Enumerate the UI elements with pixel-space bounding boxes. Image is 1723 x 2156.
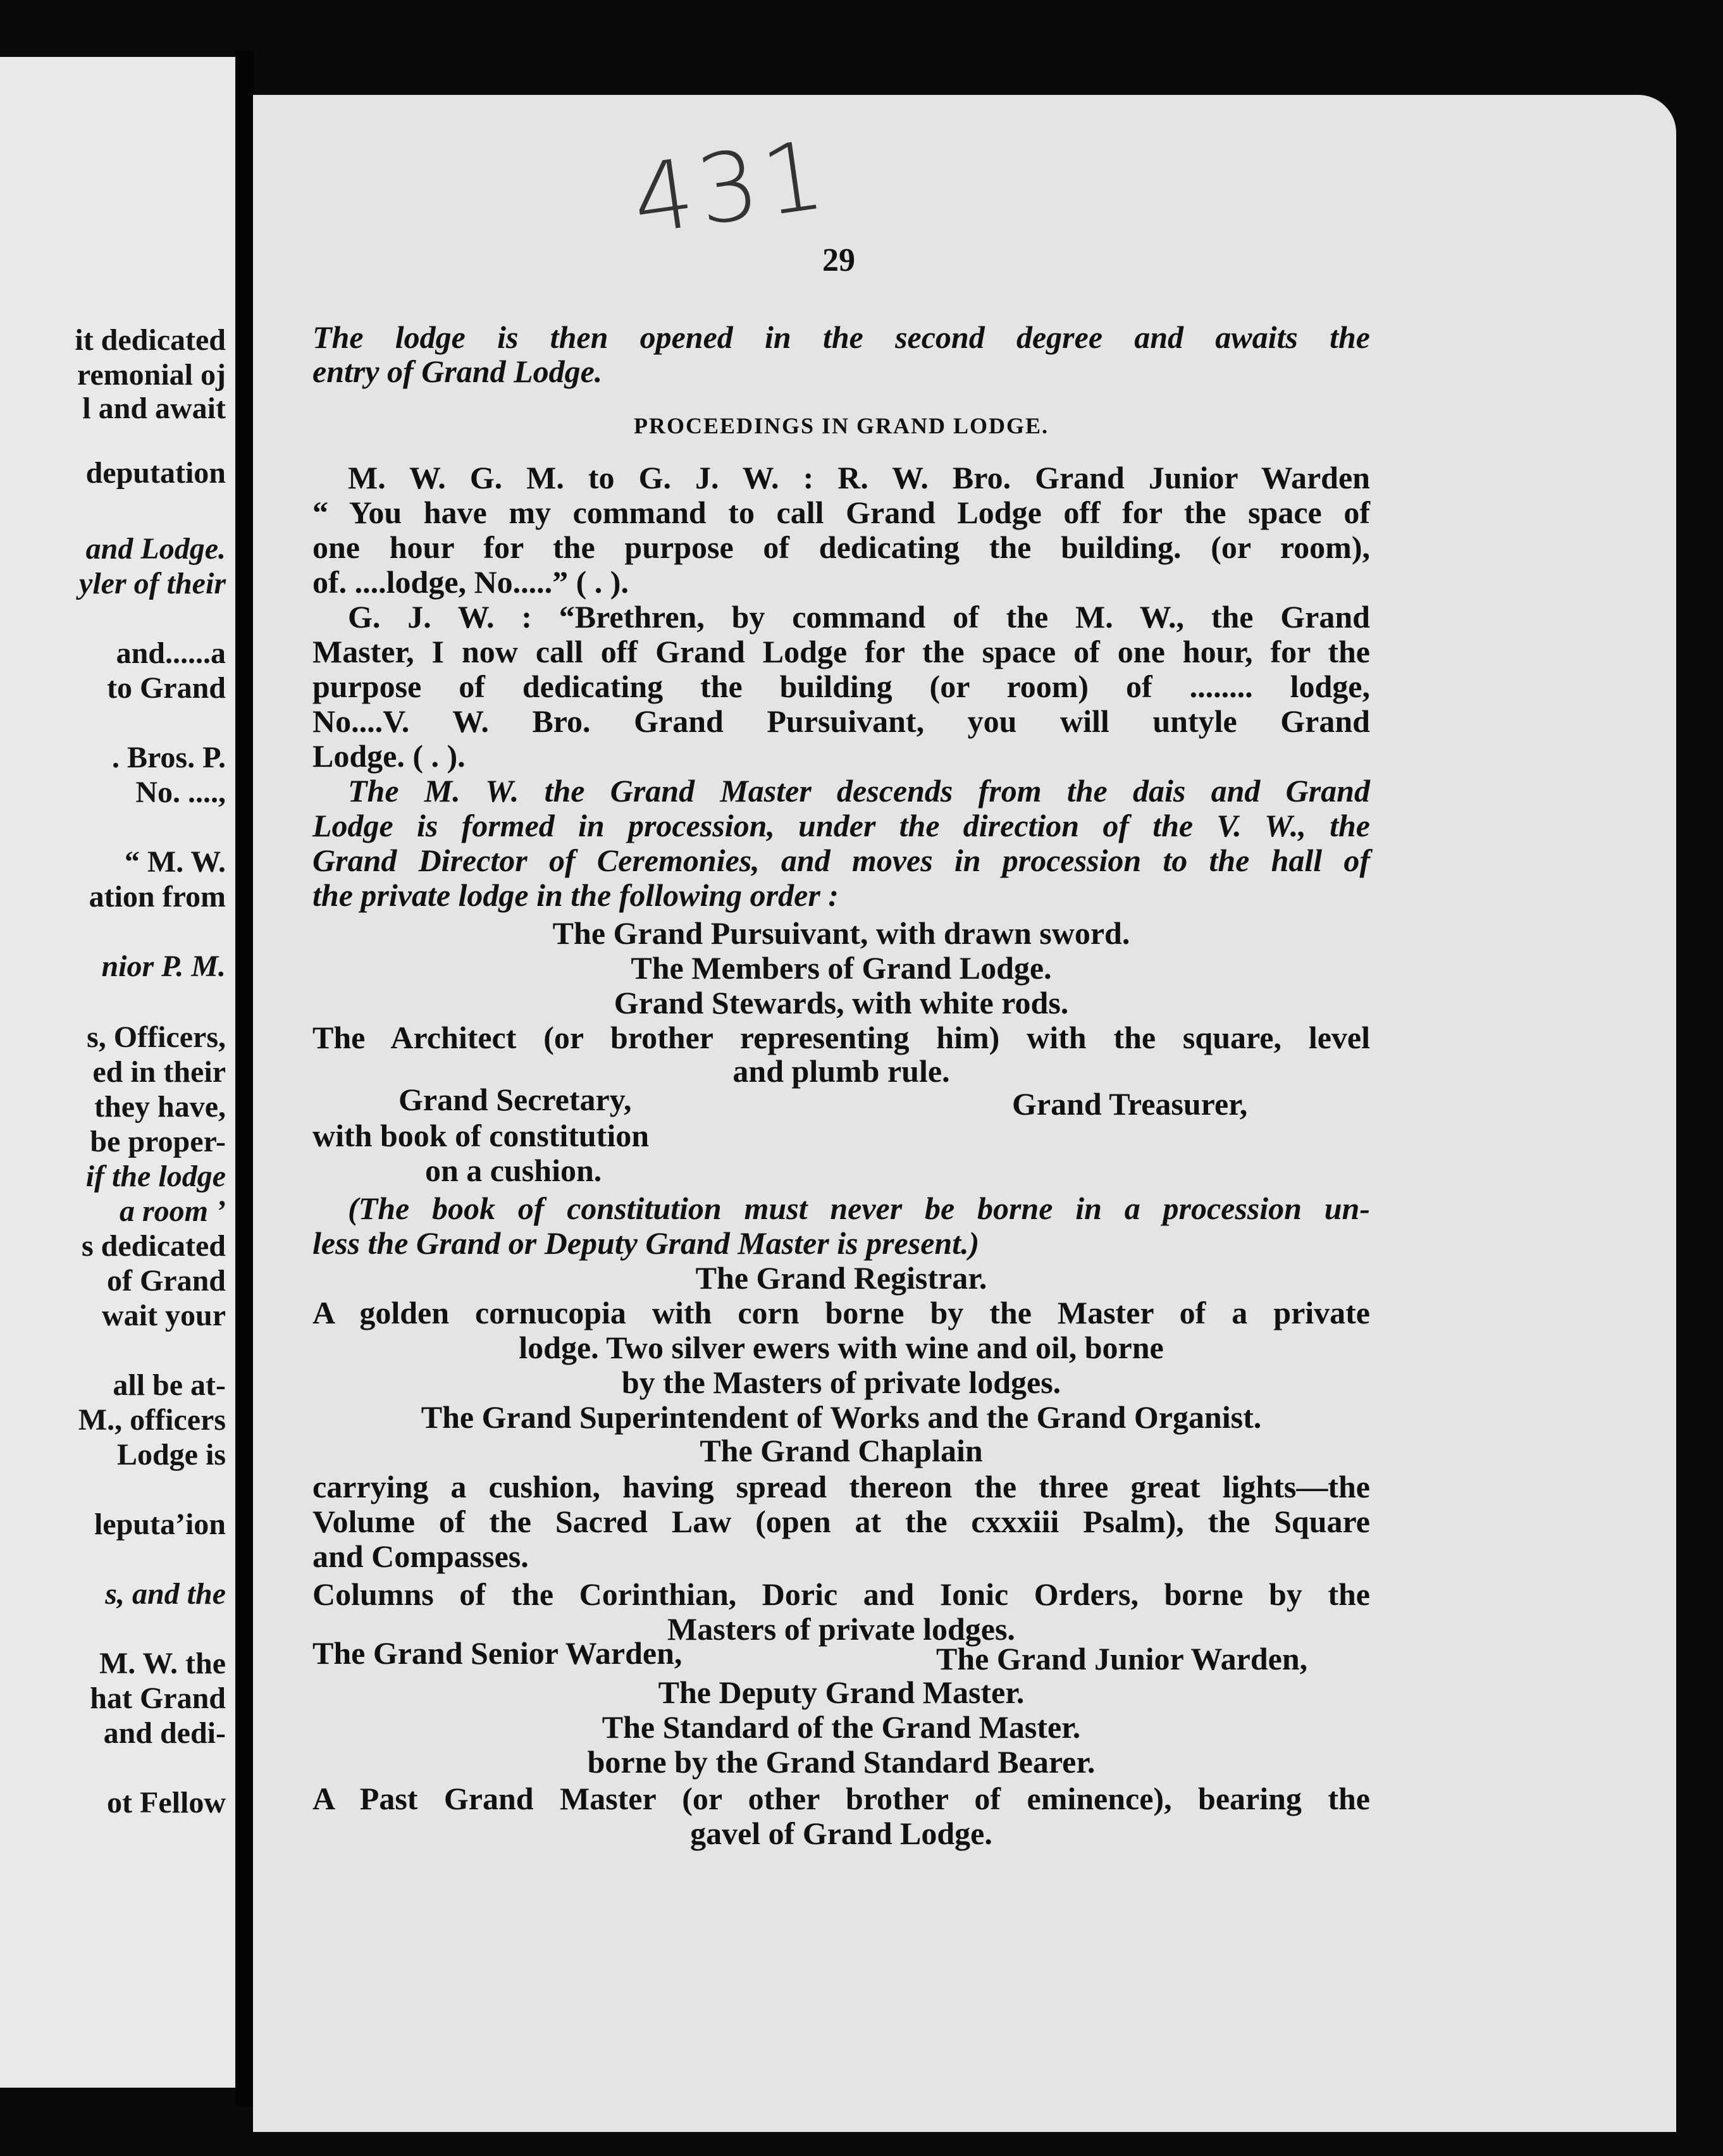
text-line: the private lodge in the following order :: [312, 877, 839, 913]
left-page-line: and Lodge.: [85, 532, 226, 566]
left-page-line: be proper-: [90, 1125, 226, 1158]
left-page-line: “ M. W.: [124, 845, 226, 879]
text-line: The Architect (or brother representing him) with the square, level: [312, 1020, 1370, 1055]
left-page-line: deputation: [85, 456, 226, 490]
left-page-line: and......a: [116, 636, 226, 670]
text-line: of. ....lodge, No.....” ( . ).: [312, 564, 629, 600]
left-page-line: nior P. M.: [101, 950, 226, 983]
text-line: The lodge is then opened in the second degree and awaits the: [312, 319, 1370, 355]
text-line: Lodge is formed in procession, under the direction of the V. W., the: [312, 808, 1370, 843]
text-line: No....V. W. Bro. Grand Pursuivant, you will untyle Grand: [312, 703, 1370, 739]
left-page-line: of Grand: [106, 1264, 226, 1298]
text-line: (The book of constitution must never be borne in a procession un-: [348, 1191, 1370, 1226]
text-line: Grand Stewards, with white rods.: [614, 985, 1069, 1020]
text-line: carrying a cushion, having spread thereon the three great lights—the: [312, 1469, 1370, 1504]
page-number: 29: [822, 242, 855, 278]
handwritten-annotation: 431: [626, 120, 836, 256]
left-page-line: it dedicated: [75, 323, 226, 357]
text-line: The Grand Chaplain: [700, 1433, 983, 1468]
left-page-line: s, Officers,: [87, 1020, 226, 1054]
text-line: The Grand Superintendent of Works and the Grand Organist.: [421, 1399, 1262, 1435]
left-page-line: No. ....,: [135, 776, 226, 809]
left-page-line: all be at-: [113, 1368, 226, 1402]
text-line: The Grand Registrar.: [695, 1260, 987, 1296]
left-page-line: and dedi-: [103, 1716, 226, 1750]
text-line: borne by the Grand Standard Bearer.: [587, 1744, 1096, 1780]
text-line: and plumb rule.: [732, 1053, 950, 1089]
left-page-line: to Grand: [106, 671, 226, 705]
left-page-line: if the lodge: [85, 1160, 226, 1193]
text-line: purpose of dedicating the building (or room) of ........ lodge,: [312, 669, 1370, 704]
text-line: Volume of the Sacred Law (open at the cxxxiii Psalm), the Square: [312, 1504, 1370, 1539]
text-line: G. J. W. : “Brethren, by command of the M. W., the Grand: [348, 599, 1370, 635]
left-page-line: Lodge is: [116, 1438, 226, 1471]
text-line: The Grand Pursuivant, with drawn sword.: [552, 915, 1130, 951]
text-line: Columns of the Corinthian, Doric and Ionic Orders, borne by the: [312, 1577, 1370, 1612]
left-page-line: hat Grand: [90, 1682, 226, 1715]
left-page-line: ation from: [89, 880, 226, 914]
text-line: “ You have my command to call Grand Lodge off for the space of: [312, 495, 1370, 530]
section-heading: PROCEEDINGS IN GRAND LODGE.: [633, 413, 1049, 438]
text-line: A golden cornucopia with corn borne by the Master of a private: [312, 1295, 1370, 1330]
grand-secretary-label: Grand Secretary,: [398, 1082, 632, 1117]
grand-junior-warden-label: The Grand Junior Warden,: [936, 1641, 1308, 1676]
text-line: Lodge. ( . ).: [312, 738, 466, 774]
text-line: The M. W. the Grand Master descends from the dais and Grand: [348, 773, 1370, 808]
grand-treasurer-label: Grand Treasurer,: [1012, 1086, 1248, 1122]
text-line: on a cushion.: [425, 1153, 602, 1188]
text-line: entry of Grand Lodge.: [312, 354, 603, 389]
left-page-line: leputa’ion: [94, 1508, 226, 1541]
text-line: Master, I now call off Grand Lodge for the space of one hour, for the: [312, 634, 1370, 669]
left-page-line: wait your: [102, 1299, 226, 1332]
left-page-line: yler of their: [79, 567, 226, 600]
text-line: by the Masters of private lodges.: [621, 1365, 1061, 1400]
left-page-line: a room ’: [120, 1194, 226, 1228]
text-line: Masters of private lodges.: [667, 1611, 1015, 1647]
left-page-line: ot Fellow: [107, 1786, 226, 1819]
text-line: M. W. G. M. to G. J. W. : R. W. Bro. Grand Junior Warden: [348, 460, 1370, 495]
left-page-line: . Bros. P.: [111, 741, 226, 774]
left-page-line: they have,: [94, 1090, 226, 1124]
grand-senior-warden-label: The Grand Senior Warden,: [312, 1635, 682, 1671]
text-line: The Members of Grand Lodge.: [631, 950, 1052, 986]
left-page-line: s, and the: [105, 1577, 226, 1611]
left-page-line: l and await: [82, 392, 226, 425]
text-line: The Standard of the Grand Master.: [602, 1709, 1081, 1745]
book-gutter: [235, 51, 254, 2107]
left-page-line: s dedicated: [82, 1229, 226, 1263]
left-page-line: M., officers: [78, 1403, 226, 1437]
text-line: The Deputy Grand Master.: [658, 1675, 1025, 1710]
left-page-line: ed in their: [92, 1055, 226, 1089]
left-page-line: M. W. the: [99, 1647, 226, 1680]
text-line: and Compasses.: [312, 1539, 529, 1574]
text-line: less the Grand or Deputy Grand Master is present.): [312, 1225, 980, 1261]
text-line: lodge. Two silver ewers with wine and oil, borne: [519, 1330, 1164, 1365]
text-line: A Past Grand Master (or other brother of eminence), bearing the: [312, 1781, 1370, 1816]
left-page-line: remonial oj: [77, 358, 226, 392]
text-line: one hour for the purpose of dedicating the building. (or room),: [312, 530, 1370, 565]
text-line: Grand Director of Ceremonies, and moves in procession to the hall of: [312, 843, 1370, 878]
text-line: with book of constitution: [312, 1118, 650, 1153]
text-line: gavel of Grand Lodge.: [690, 1816, 992, 1851]
previous-page-fragment: [0, 57, 237, 2088]
